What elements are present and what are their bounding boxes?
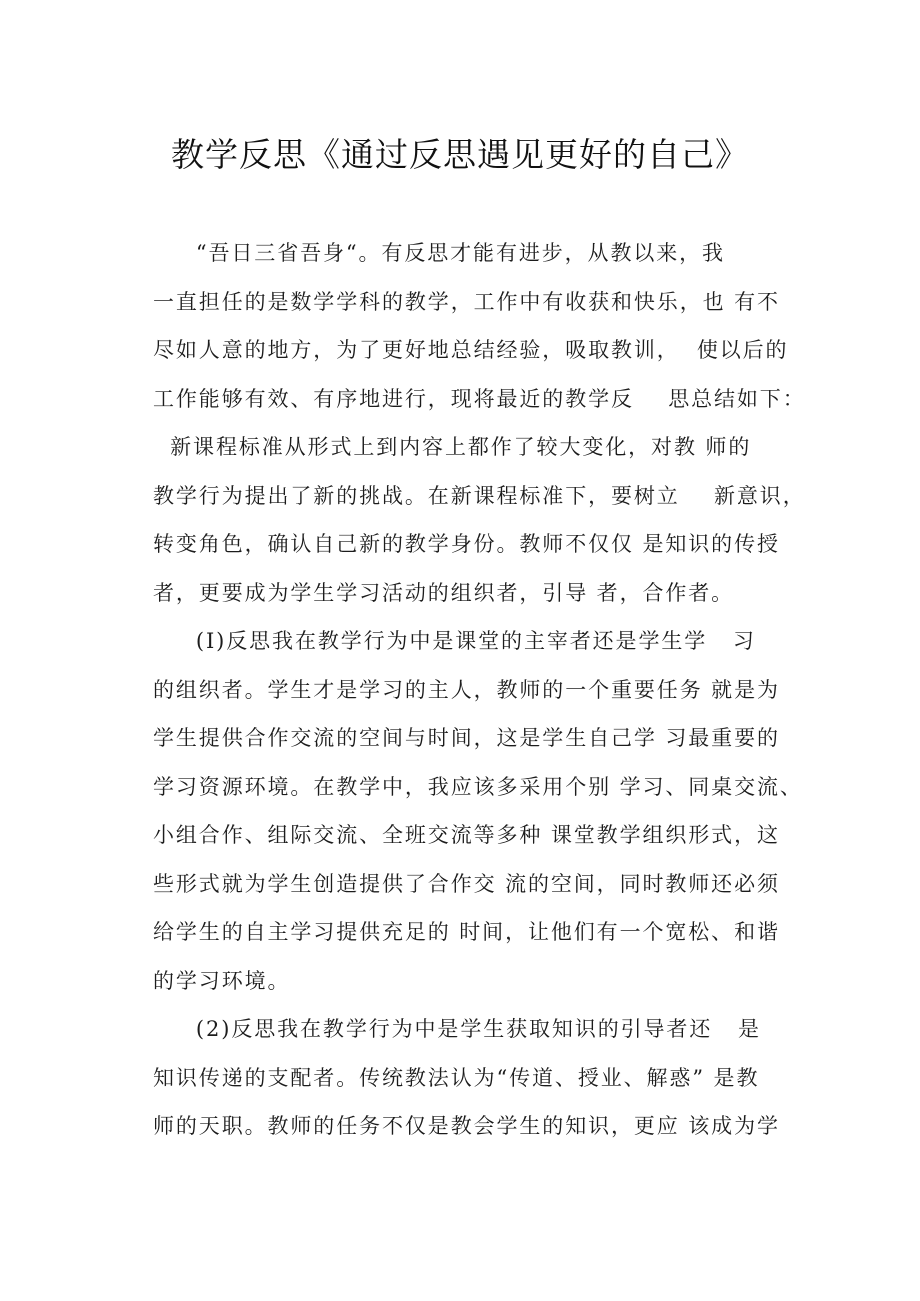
body-line: 的学习环境。 — [153, 968, 291, 993]
document-body — [153, 229, 806, 1151]
body-line: 小组合作、组际交流、全班交流等多种 课堂教学组织形式，这 — [153, 823, 780, 847]
body-line: 知识传递的支配者。传统教法认为“传道、授业、解惑” 是教 — [153, 1065, 760, 1090]
body-line: (I)反思我在教学行为中是课堂的主宰者还是学生学 习 — [153, 629, 756, 653]
body-line: 工作能够有效、有序地进行，现将最近的教学反 思总结如下： — [153, 386, 806, 411]
body-line: 一直担任的是数学学科的教学，工作中有收获和快乐，也 有不 — [153, 289, 780, 314]
body-line: 些形式就为学生创造提供了合作交 流的空间，同时教师还必须 — [153, 871, 780, 896]
body-line: 尽如人意的地方，为了更好地总结经验，吸取教训， 使以后的 — [153, 338, 789, 362]
body-line: 的组织者。学生才是学习的主人，教师的一个重要任务 就是为 — [153, 677, 780, 702]
body-line: 给学生的自主学习提供充足的 时间，让他们有一个宽松、和谐 — [153, 920, 780, 944]
body-line: 学生提供合作交流的空间与时间，这是学生自己学 习最重要的 — [153, 726, 780, 750]
body-line: 转变角色，确认自己新的教学身份。教师不仅仅 是知识的传授 — [153, 532, 780, 556]
body-line: (2)反思我在教学行为中是学生获取知识的引导者还 是 — [153, 1017, 761, 1041]
body-line: 新课程标准从形式上到内容上都作了较大变化，对教 师的 — [153, 435, 752, 459]
body-line: 教学行为提出了新的挑战。在新课程标准下，要树立 新意识， — [153, 483, 806, 508]
body-line: 学习资源环境。在教学中，我应该多采用个别 学习、同桌交流、 — [153, 774, 803, 799]
body-line: “吾日三省吾身“。有反思才能有进步，从教以来，我 — [153, 241, 725, 265]
body-line: 师的天职。教师的任务不仅是教会学生的知识，更应 该成为学 — [153, 1114, 780, 1138]
body-line: 者，更要成为学生学习活动的组织者，引导 者，合作者。 — [153, 580, 735, 605]
document-title: 教学反思《通过反思遇见更好的自己》 — [171, 135, 749, 174]
